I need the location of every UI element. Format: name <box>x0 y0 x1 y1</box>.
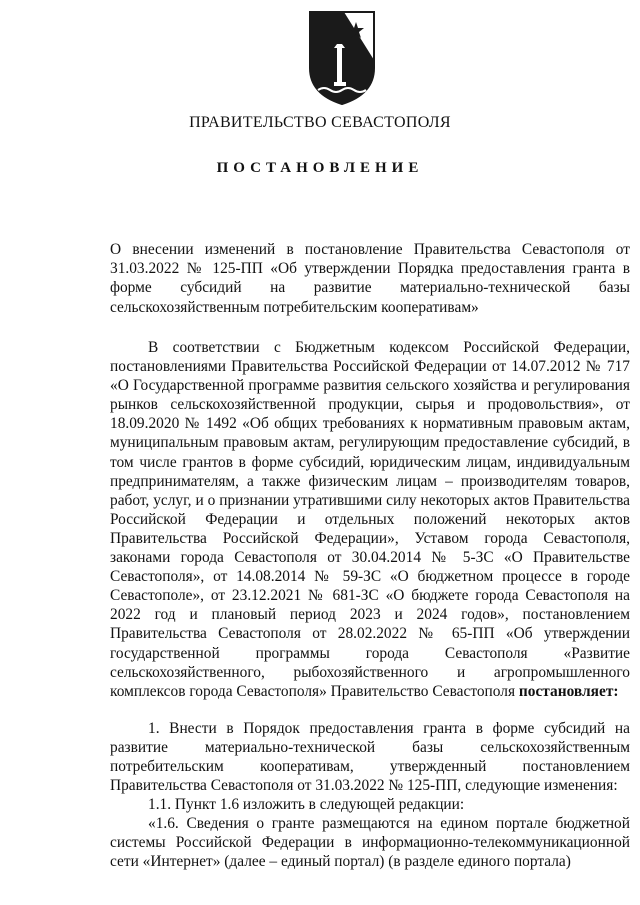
sevastopol-coat-of-arms-icon <box>304 8 380 106</box>
decree-keyword: постановляет: <box>518 682 619 700</box>
resolution-body <box>110 338 630 872</box>
clause-1: 1. Внести в Порядок предоставления гранта в форме субсидий на развитие материально-технической базы сельскохозяйственным потребительским кооперативам, утвержденный постановлением Правительства Севастополя от 31.03.2022 № 125-ПП, следующие изменения: <box>110 719 630 795</box>
document-type-heading: ПОСТАНОВЛЕНИЕ <box>216 160 424 176</box>
paragraph-spacer <box>110 701 630 719</box>
resolution-title <box>110 240 630 317</box>
preamble-paragraph <box>110 338 630 701</box>
government-name: ПРАВИТЕЛЬСТВО СЕВАСТОПОЛЯ <box>189 114 451 131</box>
preamble-text: В соответствии с Бюджетным кодексом Российской Федерации, постановлениями Правительства Российской Федерации от 14.07.2012 № 717 «О Государственной программе развития сельского хозяйства и регулирования рынков сельскохозяйственной продукции, сырья и продовольствия», от 18.09.2020 № 1492 «Об общих требованиях к нормативным правовым актам, муниципальным правовым актам, регулирующим предоставление субсидий, в том числе грантов в форме субсидий, юридическим лицам, индивидуальным предпринимателям, а также физическим лицам – производителям товаров, работ, услуг, и о признании утратившими силу некоторых актов Правительства Российской Федерации и отдельных положений некоторых актов Правительства Российской Федерации», Уставом города Севастополя, законами города Севастополя от 30.04.2014 № 5-ЗС «О Правительстве Севастополя», от 14.08.2014 № 59-ЗС «О бюджетном процессе в городе Севастополе», от 23.12.2021 № 681-ЗС «О бюджете города Севастополя на 2022 год и плановый период 2023 и 2024 годов», постановлением Правительства Севастополя от 28.02.2022 № 65-ПП «Об утверждении государственной программы города Севастополя «Развитие сельскохозяйственного, рыбохозяйственного и агропромышленного комплексов города Севастополя» Правительство Севастополя <box>110 339 630 700</box>
clause-1-6-text: «1.6. Сведения о гранте размещаются на едином портале бюджетной системы Российской Федерации в информационно-телекоммуникационной сети «Интернет» (далее – единый портал) (в разделе единого портала) <box>110 815 630 871</box>
title-text: О внесении изменений в постановление Правительства Севастополя от 31.03.2022 № 125-ПП «Об утверждении Порядка предоставления гранта в форме субсидий на развитие материально-технической базы сельскохозяйственным потребительским кооперативам» <box>110 241 630 316</box>
clause-1-1: 1.1. Пункт 1.6 изложить в следующей редакции: <box>148 796 465 814</box>
